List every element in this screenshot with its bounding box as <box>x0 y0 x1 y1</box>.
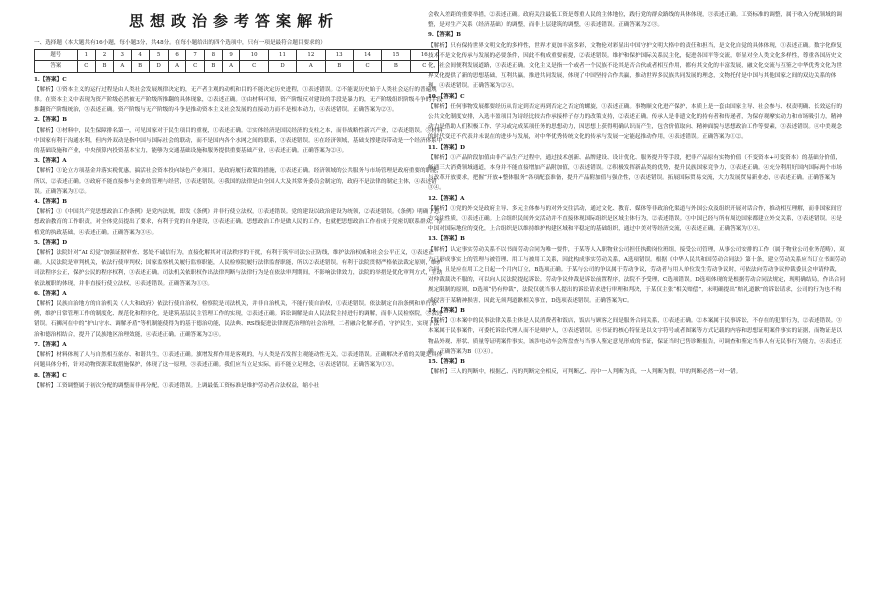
answer-heading: 15.【答案】B <box>428 358 465 365</box>
answer-key-number-cell: 12 <box>297 50 325 61</box>
answer-explanation: 【解析】民族自治地方的自治机关（人大和政府）依法行使自治权，检察院是司法机关，并非自治机关，不能行使自治权，①表述错误。依法制定自治条例和单行条例，维护日常管理工作的制度化、规范化和程序化，是建筑基层民主管理工作的实现，②表述正确。诉讼调解是由人民法院主持进行的调解，而非人民检察院，③表述错误。石狮河在中的“护山守水、调解矛盾”等机制能使得为的基于德治功能，民法典、RS线促进法律规范治理的社会治理，二者融合化解矛盾，守护民生，实现了法治和德治相结合，提升了民族地区治理效能，④表述正确。正确答案为②④。 <box>34 301 443 338</box>
right-answer-list <box>428 10 846 377</box>
answer-explanation: 【解析】①党的外交是政府主导、多元主体参与的对外交往活动，通过文化、教育、媒体等非政治化渠道与外国公众及组织开展对话合作，推动相互理解，而非国家间官方交往性质，①表述正确。上合组织民间外交活动并不直接体现国际组织是区域主体行为，②表述错误。③中国已经与所有周边国家都建立外交关系，③表述错误。④是中国对国际地位的变化，上合组织是以维持维护构建区域和平稳定的基础组织，通过中美对等经济交流，④表述正确。正确答案为①④。 <box>428 205 842 233</box>
answer-key-answer-row <box>35 61 439 72</box>
answer-key-number-cell: 7 <box>186 50 204 61</box>
answer-key-answer-cell: C <box>186 61 204 72</box>
answer-key-number-row <box>35 50 439 61</box>
answer-explanation: 【解析】材料体现了人与自然相互依存、和谐共生，①表述正确。旗增发挥作用是客观的，与人类是否发挥主观能动性无关，②表述错误。正确解决矛盾的关键是具体问题具体分析，针对动物资源采取措施保护，体现了这一原理，③表述正确。我们应当立足实际，而不能立足理念，④表述错误。正确答案为①③。 <box>34 352 443 369</box>
answer-key-number-cell: 9 <box>222 50 240 61</box>
answer-key-table <box>34 49 439 72</box>
answer-heading: 10.【答案】C <box>428 93 465 100</box>
answer-key-number-cell: 6 <box>168 50 186 61</box>
answer-heading: 8.【答案】C <box>34 372 67 379</box>
answer-key-number-cell: 15 <box>382 50 410 61</box>
answer-key-answer-cell: A <box>297 61 325 72</box>
answer-heading: 5.【答案】D <box>34 239 68 246</box>
answer-explanation: 【解析】任何事物发展都要经历从肯定到否定再到否定之否定的螺旋，①表述正确。事物顺文化进产保护，本质上是一套由国家主导、社会参与、权责明确、长效运行的公共文化制度安排，入选丰盈项目为诗经比较古作承接样子存力的改策支持，②表述正确。传承人是非遗文化的持有者和传递者，为保存观摩实动力和市场吸引力，精神动力是借助人们积极工作、学习或完成某项任务的思想动力，因思想上获得明确认识而产生，包含价值取向、精神面貌与思想政治工作等要素，③表述错误。④中美观念的时代变迁不代表并未说在的进步与发展，对中华优秀传统文化的传承与发展一定能起推动作用，④表述错误。正确答案为①②。 <box>428 103 842 141</box>
answer-key-number-cell: 13 <box>325 50 353 61</box>
answer-key-answer-cell: A <box>168 61 186 72</box>
answer-key-row-label: 答案 <box>35 61 78 72</box>
answer-key-answer-cell: B <box>204 61 222 72</box>
answer-heading: 13.【答案】B <box>428 236 465 243</box>
answer-explanation: 会收入差距的重要举措，②表述正确。政府关注最低工资是尊重人民的主体地位，践行党的群众路线的具体体现，③表述正确。工资标准的调整，属于收入分配领域的调整，是对生产关系（经济基础）的调整，而非上层建筑的调整，④表述错误。正确答案为②③。 <box>428 12 842 29</box>
answer-key-number-cell: 5 <box>149 50 168 61</box>
answer-heading: 7.【答案】A <box>34 341 67 348</box>
left-column <box>34 38 444 391</box>
page-title: 思想政治参考答案解析 <box>128 12 339 30</box>
section-heading: 一、选择题（本大题共有16小题，每小题3分，共48分。在每小题给出的四个选项中，只有一项是最符合题目要求的） <box>34 40 326 46</box>
answer-key-answer-cell: A <box>222 61 240 72</box>
answer-heading: 12.【答案】A <box>428 195 465 202</box>
left-answer-list <box>34 75 444 391</box>
answer-key-row-label: 题号 <box>35 50 78 61</box>
answer-key-number-cell: 3 <box>113 50 131 61</box>
answer-explanation: 【解析】①《中国共产党思想政治工作条例》是党内法规，即发《条例》并非行使立法权，①表述错误。党的建设以政治建设为统领，②表述错误。《条例》明确了思想政治教育的工作职责，对全体党员提出了要求，有利于党的自身建设，③表述正确。思想政治工作是做人民的工作，也就把思想政治工作看成于党密切联系群众，厚植党的执政基础，④表述正确。正确答案为③④。 <box>34 209 443 236</box>
answer-key-answer-cell: B <box>96 61 114 72</box>
answer-explanation: 【解析】只有保持世界文明文化的多样性，世界才更加丰富多彩，文物伦对彩显出中国守护文明大格中的责任和担当，是文化自觉的具体体现，①表述正确。数字化修复技术不是文化传承与发展的必要条件，因此不构成重要前提，②表述错误。维护和保护国际关系民主化，促进各国平等交流，彰显对全人类文化多样性，尊重各国历史文化，社会间便利发展道路，③表述正确。文化主义是指一个或者一个民族不论其是否合伙或者相互作用，都有其文化的丰富发展，融文化交流与互鉴之中华优秀文化为世界文化提供了新的思想基础，互利共赢，推进共同发展，体现了中国坚持合作共赢，推动世界多民族共同发展的理念，文物托付是中国与其他国家之间的双边关系的体现，④表述错误。正确答案为②④。 <box>428 42 842 90</box>
answer-heading: 14.【答案】B <box>428 307 465 314</box>
answer-explanation: 【解析】①产品阶段加值由非产品生产过程中，通过技术创新、品牌建设、设计优化、服务提升等手段，把非产品原有实物价值（不变资本+可变资本）的基础分价值，畅通三大消费领域通道，本身并不能直接增加产品附加值，①表述错误。②积极发挥新品类的优势，提升民族国家竞争力，③表述正确。④充分利用好国内国际两个市场与改革开放要求，把握“开放+整体服务”各项配套准备，提升产品附加值与强企性，③表述错误。拓展国际贸易交流，大力发展贸易新业态，④表述正确。正确答案为③④。 <box>428 154 842 192</box>
answer-key-number-cell: 16 <box>410 50 438 61</box>
answer-key-number-cell: 1 <box>77 50 95 61</box>
answer-heading: 2.【答案】B <box>34 117 67 124</box>
answer-key-answer-cell: D <box>149 61 168 72</box>
answer-key-answer-cell: B <box>131 61 149 72</box>
answer-explanation: 【解析】三人的判断中，根据乙、丙的判断完全相反，可判断乙、丙中一人判断为真，一人判断为假，甲的判断必然一对一错。 <box>428 369 742 376</box>
answer-key-number-cell: 10 <box>240 50 268 61</box>
answer-explanation: 【解析】①资本主义的运行过程是由人类社会发展规律决定的，无产者主观的动机和目的不能决定历史进程，①表述错误。②不能说历史始于人类社会运行的普遍规律。在资本主义中表现为资产阶级必然被无产阶级所推翻的具体现象，②表述正确。③由材料可知，资产阶级反对建设的手段是暴力的，无产阶级组织阶级斗争的手段推翻资产阶级统治，③表述正确。资产阶级与无产阶级的斗争是推动资本主义社会发展的直接动力而不是根本动力，④表述错误。正确答案为②③。 <box>34 86 443 114</box>
answer-explanation: 【解析】①论立方项基金并落实税优惠，搞活社会资本投向绿色产业项目，是政府履行政策的措施，①表述正确。经济领域的公共服务与市场管理是政府重要的职能，所以，②表述正确。③政府不能直接参与企业的管理与经营，③表述错误。④我国的法律是由全国人大及其常务委员会制定的，政府不是法律的制定主体，④表述错误。正确答案为①②。 <box>34 168 443 195</box>
answer-heading: 1.【答案】C <box>34 76 67 83</box>
answer-key-answer-cell: B <box>382 61 410 72</box>
answer-key-number-cell: 2 <box>96 50 114 61</box>
answer-key-answer-cell: C <box>353 61 381 72</box>
answer-explanation: 【解析】工资调整属于初次分配的调整而非再分配，①表述错误。上调最低工资标准是维护劳动者合法权益，缩小社 <box>34 382 320 389</box>
answer-key-answer-cell: C <box>77 61 95 72</box>
answer-heading: 6.【答案】A <box>34 290 67 297</box>
answer-key-answer-cell: C <box>410 61 438 72</box>
answer-key-number-cell: 14 <box>353 50 381 61</box>
answer-explanation: 【解析】①本案中的民事法律关系主体是人民消费者和饭店，饭店与顾客之间是服务合同关系，①表述正确。②本案属于民事诉讼，不存在的犯罪行为，②表述错误。③本案属于民事案件，可委托诉讼代理人而不是辩护人，③表述错误。④书证的核心特征是以文字符号或者图案等方式记载的内容和思想证明案件事实的证据，而物证是以物品外观、形状、质量等证明案件事实，该涉电动车会所盘查与当事人鉴定意见形成的书证，保证当时已售诊断报告，可调查和鉴定当事人有无民事行为能力，④表述正确。正确答案为B（①④）。 <box>428 318 842 355</box>
answer-key-answer-cell: B <box>325 61 353 72</box>
answer-key-number-cell: 4 <box>131 50 149 61</box>
answer-heading: 9.【答案】B <box>428 32 461 39</box>
answer-heading: 3.【答案】A <box>34 158 67 165</box>
answer-key-answer-cell: C <box>240 61 268 72</box>
answer-explanation: 【解析】法院针对“AI 幻觉”加强证据审查、惩处不诚信行为，直接化解其对司法秩序的干扰，有利于筑牢司法公正防线，维护法治权威和社会公平正义，①表述正确。人民法院是审判机关，依法行使审判权；国家监察机关履行监察职能，人民检察院履行法律监督职能，所以②表述错误。有利于法院贯彻严格依法裁定原则，维护司法程序公正，保护公民的程序权利，③表述正确。司法机关依职权作出法律判断与法律行为是在依法审判期间，不影响法律效力，法院的举措是优化审判方式，主动依法履职的体现，并非直接行使立法权，④表述错误。正确答案为①③。 <box>34 250 443 287</box>
answer-key-answer-cell: D <box>268 61 296 72</box>
right-column <box>428 10 846 377</box>
answer-key-answer-cell: A <box>113 61 131 72</box>
answer-key-number-cell: 11 <box>268 50 296 61</box>
answer-explanation: 【解析】①材料中，民生保障排名第一，可见国家对于民生项目的重视，①表述正确。②实体经济是国民经济的支柱之本，而非战略性新兴产业，②表述错误。③材料中国家有利于沟通水利，但内外双动是指中国与国际社会的联动，而不是国内各个水网之间的联系，③表述错误。④在经济领域，基础支撑建设带动是一个经济体系中的基础设施和产业，中央预算内投资基本宝力，能够为交通基础设施和服务提供重要基础产业，④表述正确。正确答案为②④。 <box>34 127 443 155</box>
answer-heading: 4.【答案】B <box>34 199 67 206</box>
answer-heading: 11.【答案】D <box>428 144 465 151</box>
answer-explanation: 【解析】认定事实劳动关系不以书面劳动合同为唯一要件，于某等人入职物业公司担任执勤岗位班组，接受公司管理，从事公司安排的工作（属于物业公司业务范畴），双方已形成事实上的管理与被管理、用工与被用工关系，因此构成事实劳动关系，A选项错误。根据《中华人民共和国劳动合同法》第十条，建立劳动关系应当订立书面劳动合同，且是应在用工之日起一个月内订立，B选项正确。于某与公司的争议属于劳动争议，劳动者与用人单位发生劳动争议时，可依法向劳动争议仲裁委员会申请仲裁，对仲裁裁决不服的，可以向人民法院提起诉讼。劳动争议仲裁是诉讼前置程序，法院不予受理，C选项错误。D选项体现的是根据劳动合同法规定，现明确结局，作出合同规定限制的原则，D选项“仍有仲裁”，法院仅就当事人提出的诉讼请求进行审理和判决，于某仅主张“相关赔偿”，未明确提出“赔礼道歉”的诉讼请求，公司的行为也不构成侵害于某精神损害，因此无须判道歉相关事宜，D选项表述错误。正确答案为C。 <box>428 246 846 304</box>
answer-key-number-cell: 8 <box>204 50 222 61</box>
